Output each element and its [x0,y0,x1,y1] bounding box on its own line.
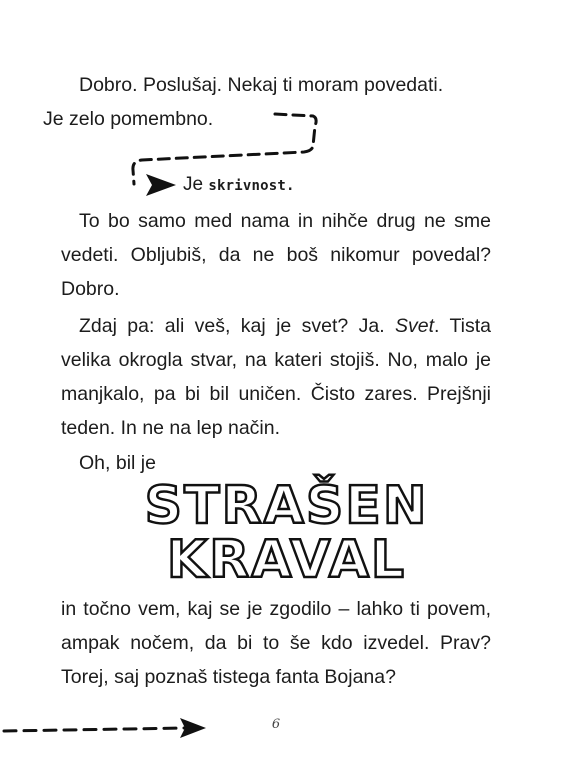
arrow-head-icon [146,174,176,196]
page-number: 6 [271,717,281,732]
secret-prefix: Je [183,174,204,195]
paragraph-oh: Oh, bil je [79,452,156,474]
secret-word: skrivnost. [208,178,295,194]
paragraph-secret: To bo samo med nama in nihče drug ne sme vedeti. Obljubiš, da ne boš nikomur povedal? Dobro. [61,210,491,300]
paragraph-ending: in točno vem, kaj se je zgodilo – lahko ti povem, ampak nočem, da bi to še kdo izvedel. Prav? Torej, saj poznaš tistega fanta Bojana? [61,598,491,688]
big-title-line-1: STRAŠEN [144,476,429,536]
world-text-b: . Tista velika okrogla stvar, na kateri stojiš. No, malo je manjkalo, pa bi bil uničen. Čisto zares. Prejšnji teden. In ne na lep način. [61,315,491,439]
intro-line-1: Dobro. Poslušaj. Nekaj ti moram povedati. [79,74,444,96]
world-emphasis: Svet [394,315,435,337]
intro-line-2: Je zelo pomembno. [43,108,214,130]
bottom-dashed-line [4,728,186,731]
world-text-a: Zdaj pa: ali veš, kaj je svet? Ja. [79,315,395,337]
big-title-line-2: KRAVAL [166,530,407,590]
dashed-connector [133,114,316,184]
